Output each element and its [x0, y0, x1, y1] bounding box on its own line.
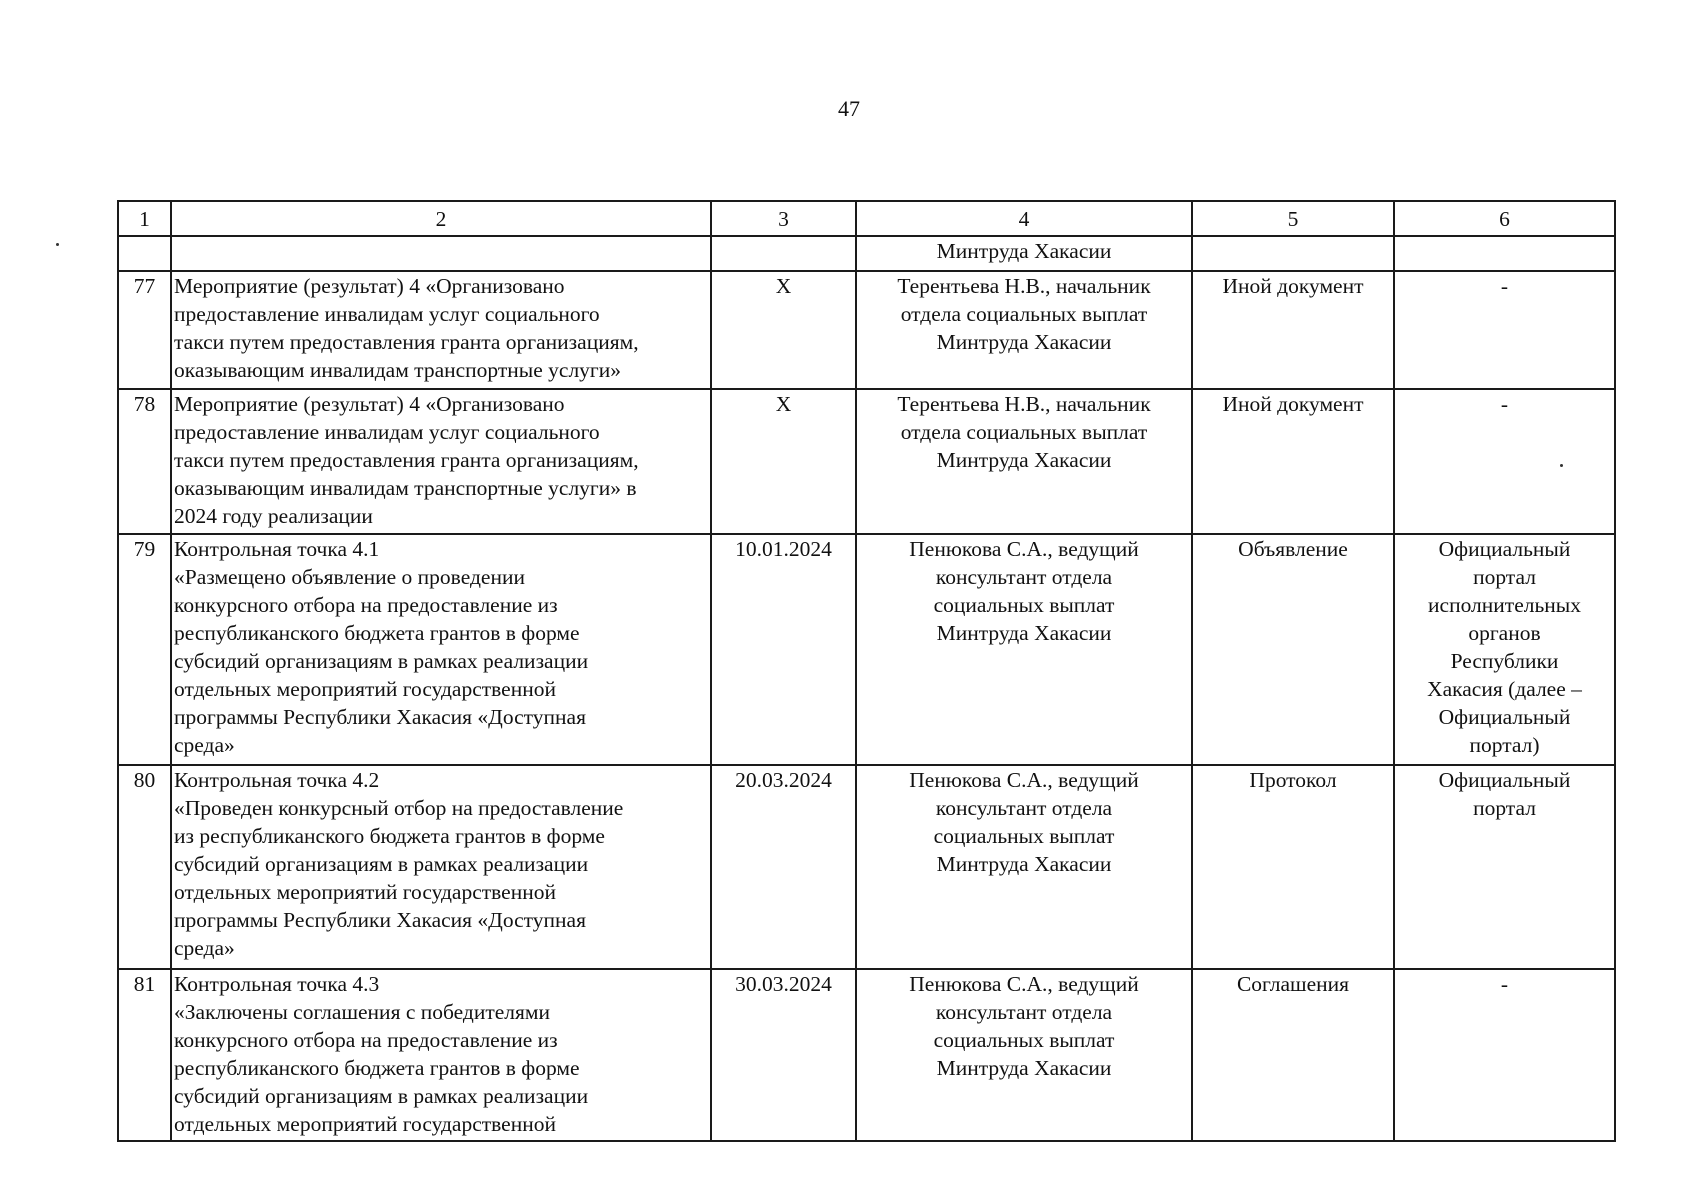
description-cell — [171, 389, 711, 534]
description-line: Контрольная точка 4.1 — [174, 537, 380, 561]
document-type-cell: Иной документ — [1192, 271, 1394, 389]
responsible-line: Пенюкова С.А., ведущий — [909, 537, 1139, 561]
document-type-cell: Объявление — [1192, 534, 1394, 765]
description-line: программы Республики Хакасия «Доступная — [174, 908, 586, 932]
description-line: отдельных мероприятий государственной — [174, 880, 556, 904]
description-line: конкурсного отбора на предоставление из — [174, 593, 558, 617]
empty-cell — [1192, 236, 1394, 271]
empty-cell — [711, 236, 856, 271]
header-cell-3: 3 — [711, 201, 856, 236]
header-row — [118, 201, 1615, 236]
description-line: 2024 году реализации — [174, 504, 373, 528]
table-row — [118, 389, 1615, 534]
date-cell: 20.03.2024 — [711, 765, 856, 969]
continuation-row — [118, 236, 1615, 271]
description-line: такси путем предоставления гранта организациям, — [174, 448, 639, 472]
responsible-cell — [856, 534, 1192, 765]
description-line: субсидий организациям в рамках реализации — [174, 852, 589, 876]
description-line: Мероприятие (результат) 4 «Организовано — [174, 392, 565, 416]
row-number: 81 — [118, 969, 171, 1141]
responsible-cell — [856, 969, 1192, 1141]
info-system-line: Официальный — [1438, 768, 1571, 792]
responsible-line: Минтруда Хакасии — [936, 239, 1112, 263]
description-line: «Проведен конкурсный отбор на предоставление — [174, 796, 624, 820]
table-row — [118, 765, 1615, 969]
info-system-cell — [1394, 969, 1615, 1141]
table-row — [118, 534, 1615, 765]
info-system-line: Официальный — [1438, 537, 1571, 561]
description-line: оказывающим инвалидам транспортные услуги» — [174, 358, 622, 382]
description-line: среда» — [174, 733, 235, 757]
scan-speck — [56, 243, 59, 246]
info-system-line: портал — [1473, 796, 1536, 820]
row-number: 79 — [118, 534, 171, 765]
info-system-line: Республики — [1450, 649, 1559, 673]
description-cell — [171, 969, 711, 1141]
description-cell — [171, 765, 711, 969]
empty-cell — [118, 236, 171, 271]
info-system-line: - — [1500, 392, 1509, 416]
description-line: Мероприятие (результат) 4 «Организовано — [174, 274, 565, 298]
responsible-cell — [856, 765, 1192, 969]
info-system-cell — [1394, 389, 1615, 534]
document-type-cell: Соглашения — [1192, 969, 1394, 1141]
responsible-line: Минтруда Хакасии — [936, 621, 1112, 645]
responsible-line: Минтруда Хакасии — [936, 1056, 1112, 1080]
responsible-line: консультант отдела — [935, 1000, 1113, 1024]
description-line: предоставление инвалидам услуг социального — [174, 420, 600, 444]
responsible-line: Минтруда Хакасии — [936, 852, 1112, 876]
responsible-line: социальных выплат — [933, 593, 1115, 617]
description-cell — [171, 271, 711, 389]
description-line: республиканского бюджета грантов в форме — [174, 1056, 580, 1080]
scan-speck — [1560, 464, 1563, 467]
empty-cell — [171, 236, 711, 271]
info-system-line: - — [1500, 274, 1509, 298]
description-line: конкурсного отбора на предоставление из — [174, 1028, 558, 1052]
responsible-line: Терентьева Н.В., начальник — [897, 392, 1151, 416]
responsible-line: Терентьева Н.В., начальник — [897, 274, 1151, 298]
info-system-line: исполнительных — [1428, 593, 1581, 617]
description-line: «Размещено объявление о проведении — [174, 565, 525, 589]
description-cell — [171, 534, 711, 765]
header-cell-1: 1 — [118, 201, 171, 236]
row-number: 78 — [118, 389, 171, 534]
info-system-line: портал — [1473, 565, 1536, 589]
info-system-line: органов — [1468, 621, 1541, 645]
table-row — [118, 969, 1615, 1141]
info-system-cell — [1394, 271, 1615, 389]
date-cell: X — [711, 389, 856, 534]
date-cell: 30.03.2024 — [711, 969, 856, 1141]
description-line: такси путем предоставления гранта организациям, — [174, 330, 639, 354]
info-system-line: Официальный — [1438, 705, 1571, 729]
responsible-line: консультант отдела — [935, 796, 1113, 820]
responsible-line: социальных выплат — [933, 1028, 1115, 1052]
description-line: Контрольная точка 4.3 — [174, 972, 380, 996]
table-row — [118, 271, 1615, 389]
info-system-line: - — [1500, 972, 1509, 996]
document-type-cell: Иной документ — [1192, 389, 1394, 534]
date-cell: X — [711, 271, 856, 389]
header-cell-6: 6 — [1394, 201, 1615, 236]
description-line: оказывающим инвалидам транспортные услуги» в — [174, 476, 637, 500]
plan-table — [117, 200, 1616, 1142]
description-line: Контрольная точка 4.2 — [174, 768, 380, 792]
row-number: 80 — [118, 765, 171, 969]
responsible-line: Пенюкова С.А., ведущий — [909, 972, 1139, 996]
empty-cell — [1394, 236, 1615, 271]
responsible-line: Минтруда Хакасии — [936, 330, 1112, 354]
responsible-line: консультант отдела — [935, 565, 1113, 589]
responsible-cell — [856, 389, 1192, 534]
description-line: предоставление инвалидам услуг социального — [174, 302, 600, 326]
description-line: среда» — [174, 936, 235, 960]
document-type-cell: Протокол — [1192, 765, 1394, 969]
description-line: отдельных мероприятий государственной — [174, 1112, 556, 1136]
responsible-line: отдела социальных выплат — [900, 302, 1148, 326]
description-line: республиканского бюджета грантов в форме — [174, 621, 580, 645]
description-line: субсидий организациям в рамках реализации — [174, 1084, 589, 1108]
info-system-line: Хакасия (далее – — [1427, 677, 1582, 701]
date-cell: 10.01.2024 — [711, 534, 856, 765]
header-cell-5: 5 — [1192, 201, 1394, 236]
description-line: программы Республики Хакасия «Доступная — [174, 705, 586, 729]
info-system-cell — [1394, 765, 1615, 969]
info-system-cell — [1394, 534, 1615, 765]
responsible-cell — [856, 271, 1192, 389]
info-system-line: портал) — [1469, 733, 1540, 757]
description-line: «Заключены соглашения с победителями — [174, 1000, 551, 1024]
description-line: из республиканского бюджета грантов в форме — [174, 824, 605, 848]
responsible-cell — [856, 236, 1192, 271]
page-number: 47 — [838, 96, 860, 121]
header-cell-4: 4 — [856, 201, 1192, 236]
responsible-line: социальных выплат — [933, 824, 1115, 848]
description-line: отдельных мероприятий государственной — [174, 677, 556, 701]
responsible-line: Пенюкова С.А., ведущий — [909, 768, 1139, 792]
description-line: субсидий организациям в рамках реализации — [174, 649, 589, 673]
responsible-line: Минтруда Хакасии — [936, 448, 1112, 472]
responsible-line: отдела социальных выплат — [900, 420, 1148, 444]
header-cell-2: 2 — [171, 201, 711, 236]
row-number: 77 — [118, 271, 171, 389]
